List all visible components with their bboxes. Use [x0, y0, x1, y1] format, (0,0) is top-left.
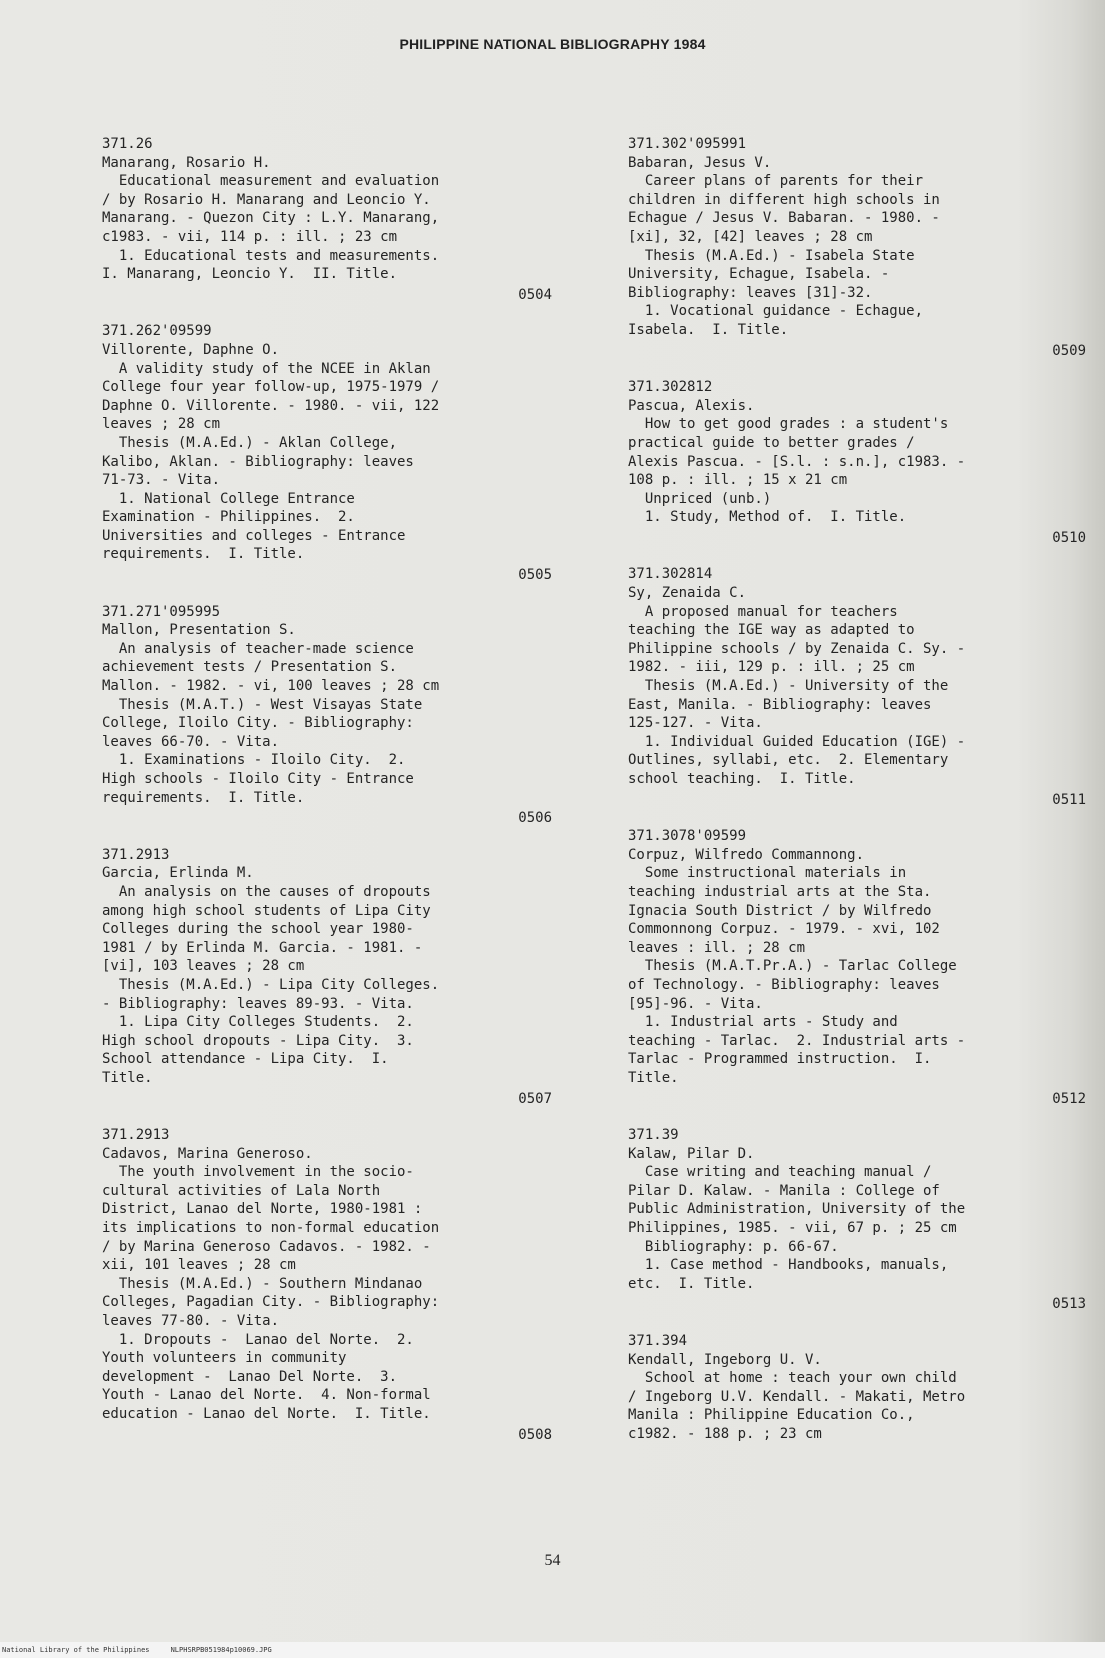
entry-line: Universities and colleges - Entrance: [102, 527, 406, 544]
entry-line: achievement tests / Presentation S.: [102, 659, 398, 676]
entry-line: development - Lanao Del Norte. 3.: [102, 1368, 398, 1385]
entry-line: School attendance - Lipa City. I.: [102, 1051, 389, 1068]
entry-line: Bibliography: p. 66-67.: [628, 1238, 839, 1255]
class-number: 371.302'095991: [628, 136, 747, 152]
entry-line: practical guide to better grades /: [628, 434, 915, 451]
entry-line: 1. Study, Method of. I. Title.: [628, 509, 907, 526]
bibliography-entry: [628, 135, 1086, 360]
entry-line: [xi], 32, [42] leaves ; 28 cm: [628, 228, 873, 245]
footer-file: NLPHSRPB051984p10069.JPG: [170, 1646, 272, 1654]
author: Garcia, Erlinda M.: [102, 865, 254, 882]
entry-line: Examination - Philippines. 2.: [102, 509, 355, 526]
entry-line: 1. Case method - Handbooks, manuals,: [628, 1257, 949, 1274]
entry-line: College four year follow-up, 1975-1979 /: [102, 379, 440, 396]
entry-line: among high school students of Lipa City: [102, 902, 431, 919]
entry-line: Title.: [102, 1069, 153, 1086]
entry-line: A proposed manual for teachers: [628, 603, 898, 620]
class-number: 371.394: [628, 1333, 688, 1350]
entry-line: Kalibo, Aklan. - Bibliography: leaves: [102, 453, 414, 470]
class-number: 371.271'095995: [102, 603, 221, 620]
author: Cadavos, Marina Generoso.: [102, 1145, 313, 1162]
entry-number: 0512: [1052, 1090, 1086, 1107]
entry-line: Echague / Jesus V. Babaran. - 1980. -: [628, 210, 940, 227]
entry-line: Thesis (M.A.Ed.) - Aklan College,: [102, 434, 398, 451]
entry-line: Public Administration, University of the: [628, 1201, 966, 1218]
entry-line: East, Manila. - Bibliography: leaves: [628, 696, 932, 713]
entry-line: requirements. I. Title.: [102, 789, 305, 806]
entry-line: school teaching. I. Title.: [628, 771, 856, 787]
entry-line: Educational measurement and evaluation: [102, 173, 440, 190]
entry-line: Youth volunteers in community: [102, 1350, 347, 1367]
entry-line: Unpriced (unb.): [628, 490, 772, 507]
entry-line: 71-73. - Vita.: [102, 472, 221, 489]
entry-line: Thesis (M.A.Ed.) - Isabela State: [628, 247, 915, 264]
entry-line: Title.: [628, 1069, 679, 1086]
right-column: [628, 135, 1086, 1444]
footer-strip: [0, 1642, 1105, 1658]
entry-line: leaves 77-80. - Vita.: [102, 1313, 280, 1330]
bibliography-entry: [628, 1332, 1086, 1444]
entry-line: its implications to non-formal education: [102, 1220, 440, 1237]
class-number: 371.26: [102, 136, 153, 152]
entry-line: Youth - Lanao del Norte. 4. Non-formal: [102, 1387, 431, 1404]
entry-number: 0507: [518, 1090, 552, 1107]
entry-line: Manila : Philippine Education Co.,: [628, 1407, 915, 1424]
entry-line: An analysis on the causes of dropouts: [102, 883, 431, 900]
entry-line: College, Iloilo City. - Bibliography:: [102, 715, 414, 732]
bibliography-entry: [628, 827, 1086, 1108]
entry-line: The youth involvement in the socio-: [102, 1164, 414, 1181]
entry-line: leaves ; 28 cm: [102, 416, 221, 433]
entry-line: - Bibliography: leaves 89-93. - Vita.: [102, 995, 414, 1012]
bibliography-entry: [628, 565, 1086, 809]
entry-number: 0505: [518, 567, 552, 584]
entry-line: Outlines, syllabi, etc. 2. Elementary: [628, 752, 949, 769]
class-number: 371.302812: [628, 379, 713, 396]
entry-line: 1. Vocational guidance - Echague,: [628, 303, 924, 320]
entry-line: / Ingeborg U.V. Kendall. - Makati, Metro: [628, 1388, 966, 1405]
entry-line: Philippines, 1985. - vii, 67 p. ; 25 cm: [628, 1220, 957, 1237]
author: Villorente, Daphne O.: [102, 341, 280, 358]
entry-line: 1981 / by Erlinda M. Garcia. - 1981. -: [102, 939, 423, 956]
entry-line: education - Lanao del Norte. I. Title.: [102, 1406, 431, 1422]
entry-line: School at home : teach your own child: [628, 1370, 957, 1387]
entry-line: Alexis Pascua. - [S.l. : s.n.], c1983. -: [628, 453, 966, 470]
entry-line: 1982. - iii, 129 p. : ill. ; 25 cm: [628, 659, 915, 676]
entry-line: / by Marina Generoso Cadavos. - 1982. -: [102, 1238, 431, 1255]
author: Mallon, Presentation S.: [102, 622, 296, 639]
entry-line: Some instructional materials in: [628, 865, 907, 882]
entry-line: c1983. - vii, 114 p. : ill. ; 23 cm: [102, 228, 398, 245]
bibliography-entry: [102, 603, 552, 828]
page-number: 54: [544, 1552, 561, 1569]
entry-line: An analysis of teacher-made science: [102, 640, 414, 657]
author: Kalaw, Pilar D.: [628, 1145, 755, 1162]
entry-line: Thesis (M.A.Ed.) - University of the: [628, 678, 949, 695]
entry-line: 1. Lipa City Colleges Students. 2.: [102, 1014, 414, 1031]
entry-line: Thesis (M.A.Ed.) - Lipa City Colleges.: [102, 976, 440, 993]
entry-number: 0508: [518, 1426, 552, 1443]
entry-number: 0510: [1052, 529, 1086, 546]
class-number: 371.39: [628, 1127, 679, 1144]
entry-line: Isabela. I. Title.: [628, 321, 789, 338]
footer-library: National Library of the Philippines: [2, 1646, 150, 1654]
entry-line: Daphne O. Villorente. - 1980. - vii, 122: [102, 397, 440, 414]
bibliography-entry: [102, 135, 552, 304]
entry-line: Thesis (M.A.T.Pr.A.) - Tarlac College: [628, 958, 957, 975]
entry-line: Mallon. - 1982. - vi, 100 leaves ; 28 cm: [102, 678, 440, 695]
author: Sy, Zenaida C.: [628, 585, 747, 602]
entry-line: Thesis (M.A.T.) - West Visayas State: [102, 696, 423, 713]
entry-line: How to get good grades : a student's: [628, 416, 949, 433]
entry-line: 1. Industrial arts - Study and: [628, 1014, 898, 1031]
entry-line: 108 p. : ill. ; 15 x 21 cm: [628, 472, 848, 489]
entry-line: Pilar D. Kalaw. - Manila : College of: [628, 1182, 940, 1199]
entry-line: Case writing and teaching manual /: [628, 1164, 932, 1181]
entry-line: [95]-96. - Vita.: [628, 995, 763, 1012]
author: Corpuz, Wilfredo Commannong.: [628, 846, 865, 863]
entry-line: leaves : ill. ; 28 cm: [628, 939, 806, 956]
entry-line: High schools - Iloilo City - Entrance: [102, 771, 414, 787]
entry-line: leaves 66-70. - Vita.: [102, 733, 280, 750]
class-number: 371.262'09599: [102, 323, 212, 340]
entry-line: A validity study of the NCEE in Aklan: [102, 360, 431, 377]
entry-line: Thesis (M.A.Ed.) - Southern Mindanao: [102, 1275, 423, 1292]
entry-line: 1. Examinations - Iloilo City. 2.: [102, 752, 406, 769]
entry-line: Ignacia South District / by Wilfredo: [628, 902, 932, 919]
entry-line: 1. Dropouts - Lanao del Norte. 2.: [102, 1331, 414, 1348]
entry-line: [vi], 103 leaves ; 28 cm: [102, 958, 305, 975]
entry-line: requirements. I. Title.: [102, 546, 305, 563]
entry-line: etc. I. Title.: [628, 1275, 755, 1292]
entry-line: I. Manarang, Leoncio Y. II. Title.: [102, 266, 398, 283]
entry-line: children in different high schools in: [628, 191, 940, 208]
entry-line: 1. Individual Guided Education (IGE) -: [628, 733, 966, 750]
entry-line: teaching the IGE way as adapted to: [628, 622, 915, 639]
bibliography-entry: [102, 1126, 552, 1444]
class-number: 371.2913: [102, 1127, 170, 1144]
entry-number: 0511: [1052, 791, 1086, 808]
bibliography-entry: [102, 846, 552, 1108]
class-number: 371.302814: [628, 566, 713, 583]
entry-line: Commonnong Corpuz. - 1979. - xvi, 102: [628, 921, 940, 938]
entry-line: Colleges, Pagadian City. - Bibliography:: [102, 1294, 440, 1311]
entry-number: 0504: [518, 286, 552, 303]
entry-line: Career plans of parents for their: [628, 173, 924, 190]
bibliography-entry: [628, 1126, 1086, 1314]
author: Kendall, Ingeborg U. V.: [628, 1351, 822, 1368]
entry-line: / by Rosario H. Manarang and Leoncio Y.: [102, 191, 431, 208]
entry-line: Tarlac - Programmed instruction. I.: [628, 1051, 932, 1068]
entry-line: Bibliography: leaves [31]-32.: [628, 284, 873, 301]
class-number: 371.2913: [102, 846, 170, 863]
entry-line: xii, 101 leaves ; 28 cm: [102, 1257, 296, 1274]
entry-line: High school dropouts - Lipa City. 3.: [102, 1032, 414, 1049]
author: Manarang, Rosario H.: [102, 154, 271, 171]
entry-line: Colleges during the school year 1980-: [102, 921, 414, 938]
bibliography-entry: [102, 322, 552, 584]
entry-line: Manarang. - Quezon City : L.Y. Manarang,: [102, 210, 440, 227]
entry-line: cultural activities of Lala North: [102, 1182, 381, 1199]
entry-line: c1982. - 188 p. ; 23 cm: [628, 1426, 822, 1442]
entry-line: 1. Educational tests and measurements.: [102, 247, 440, 264]
author: Babaran, Jesus V.: [628, 154, 772, 171]
entry-line: 125-127. - Vita.: [628, 715, 763, 732]
entry-line: of Technology. - Bibliography: leaves: [628, 976, 940, 993]
entry-number: 0513: [1052, 1296, 1086, 1313]
left-column: [102, 135, 552, 1444]
author: Pascua, Alexis.: [628, 397, 755, 414]
entry-line: Philippine schools / by Zenaida C. Sy. -: [628, 640, 966, 657]
entry-line: District, Lanao del Norte, 1980-1981 :: [102, 1201, 423, 1218]
entry-number: 0509: [1052, 342, 1086, 359]
class-number: 371.3078'09599: [628, 828, 747, 845]
page-title: PHILIPPINE NATIONAL BIBLIOGRAPHY 1984: [399, 36, 706, 52]
bibliography-entry: [628, 378, 1086, 547]
entry-line: University, Echague, Isabela. -: [628, 266, 890, 283]
entry-number: 0506: [518, 810, 552, 827]
entry-line: 1. National College Entrance: [102, 490, 355, 507]
entry-line: teaching industrial arts at the Sta.: [628, 883, 932, 900]
entry-line: teaching - Tarlac. 2. Industrial arts -: [628, 1032, 966, 1049]
